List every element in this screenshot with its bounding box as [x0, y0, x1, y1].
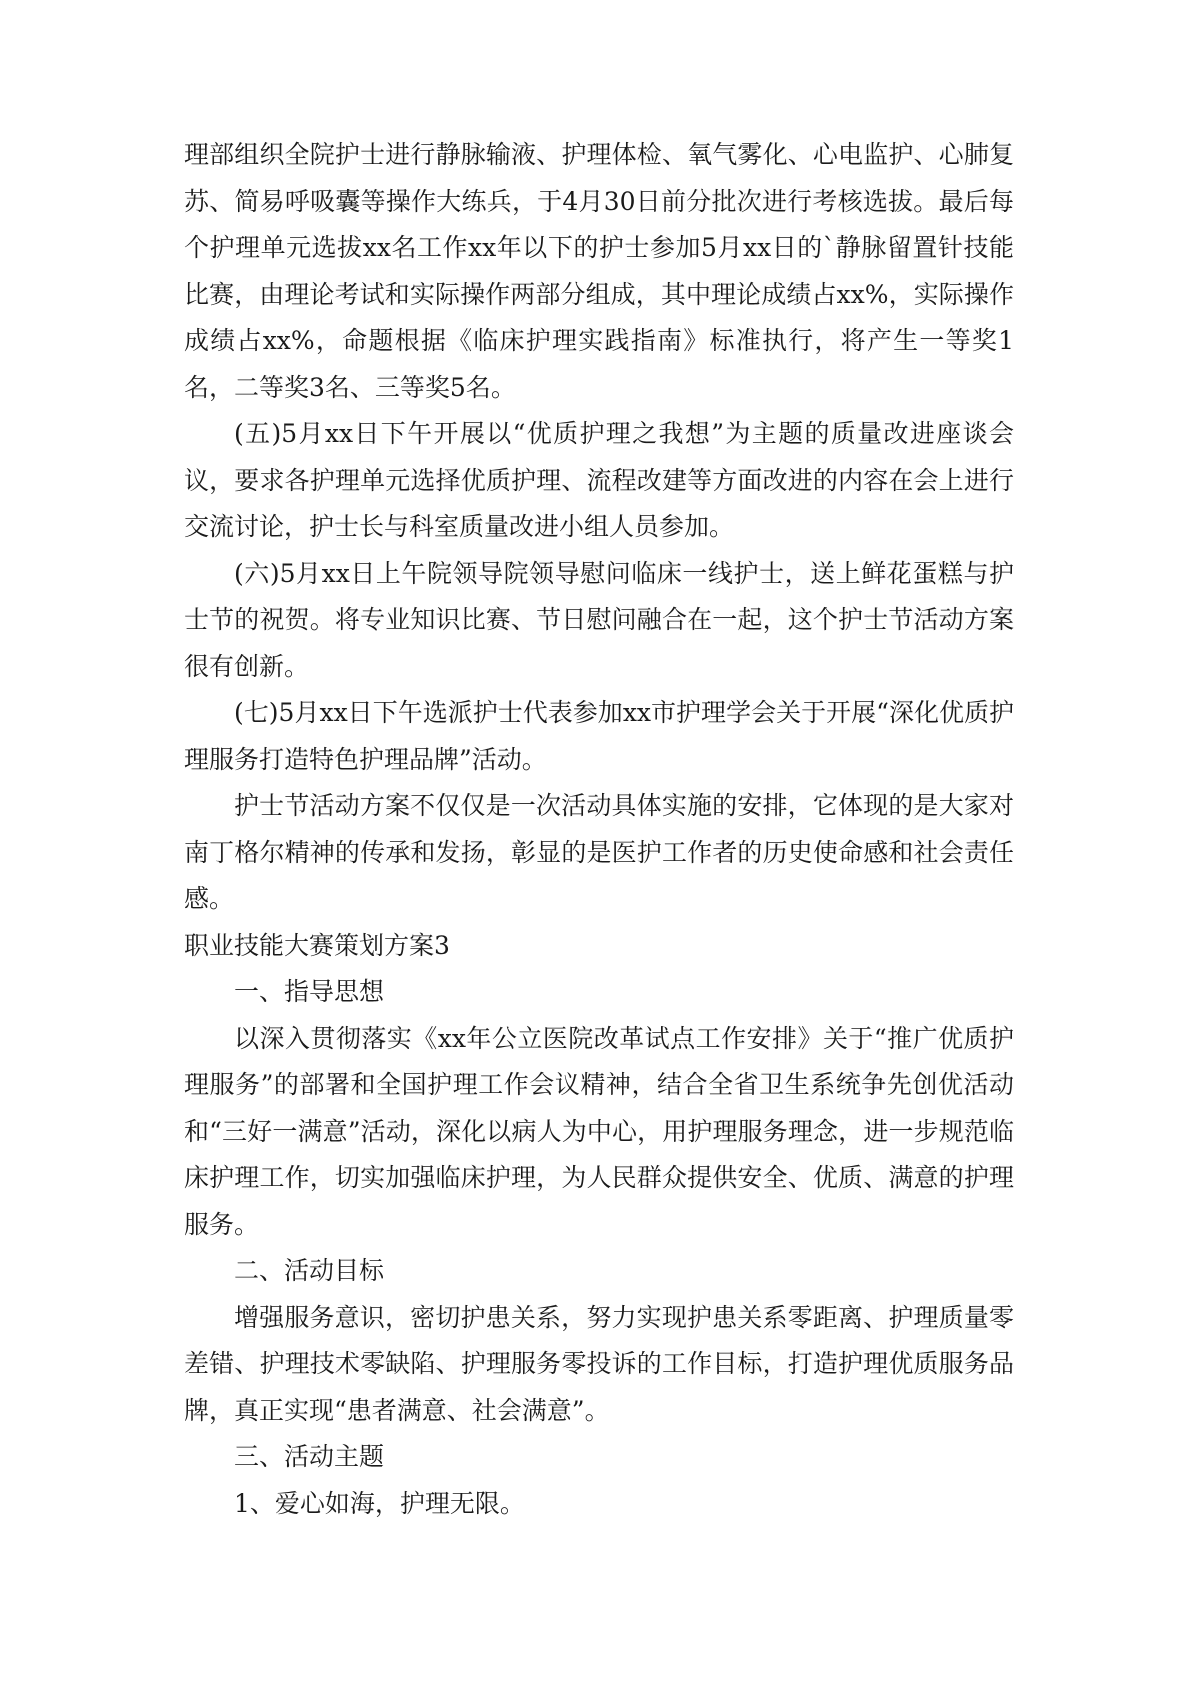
paragraph-activity-goals: 增强服务意识，密切护患关系，努力实现护患关系零距离、护理质量零差错、护理技术零缺陷、护理服务零投诉的工作目标，打造护理优质服务品牌，真正实现“患者满意、社会满意”。	[184, 1302, 1014, 1425]
paragraph-item-7: (七)5月xx日下午选派护士代表参加xx市护理学会关于开展“深化优质护理服务打造特色护理品牌”活动。	[184, 698, 1014, 774]
paragraph-item-6: (六)5月xx日上午院领导院领导慰问临床一线护士，送上鲜花蛋糕与护士节的祝贺。将专业知识比赛、节日慰问融合在一起，这个护士节活动方案很有创新。	[184, 558, 1014, 681]
heading-activity-theme: 三、活动主题	[234, 1442, 385, 1471]
section-title-plan-3: 职业技能大赛策划方案3	[184, 930, 450, 960]
paragraph-theme-item-1: 1、爱心如海，护理无限。	[234, 1488, 525, 1518]
heading-guiding-ideology: 一、指导思想	[234, 977, 385, 1006]
paragraph-guiding-ideology: 以深入贯彻落实《xx年公立医院改革试点工作安排》关于“推广优质护理服务”的部署和全国护理工作会议精神，结合全省卫生系统争先创优活动和“三好一满意”活动，深化以病人为中心，用护理服务理念，进一步规范临床护理工作，切实加强临床护理，为人民群众提供安全、优质、满意的护理服务。	[184, 1023, 1014, 1239]
paragraph-continued-exam-plan: 理部组织全院护士进行静脉输液、护理体检、氧气雾化、心电监护、心肺复苏、简易呼吸囊等操作大练兵，于4月30日前分批次进行考核选拔。最后每个护理单元选拔xx名工作xx年以下的护士参加5月xx日的`静脉留置针技能比赛，由理论考试和实际操作两部分组成，其中理论成绩占xx%，实际操作成绩占xx%，命题根据《临床护理实践指南》标准执行，将产生一等奖1名，二等奖3名、三等奖5名。	[184, 140, 1014, 402]
document-body	[184, 132, 1014, 1527]
heading-activity-goals: 二、活动目标	[234, 1256, 385, 1285]
paragraph-item-5: (五)5月xx日下午开展以“优质护理之我想”为主题的质量改进座谈会议，要求各护理单元选择优质护理、流程改建等方面改进的内容在会上进行交流讨论，护士长与科室质量改进小组人员参加。	[184, 419, 1014, 541]
paragraph-summary: 护士节活动方案不仅仅是一次活动具体实施的安排，它体现的是大家对南丁格尔精神的传承和发扬，彰显的是医护工作者的历史使命感和社会责任感。	[184, 791, 1014, 913]
